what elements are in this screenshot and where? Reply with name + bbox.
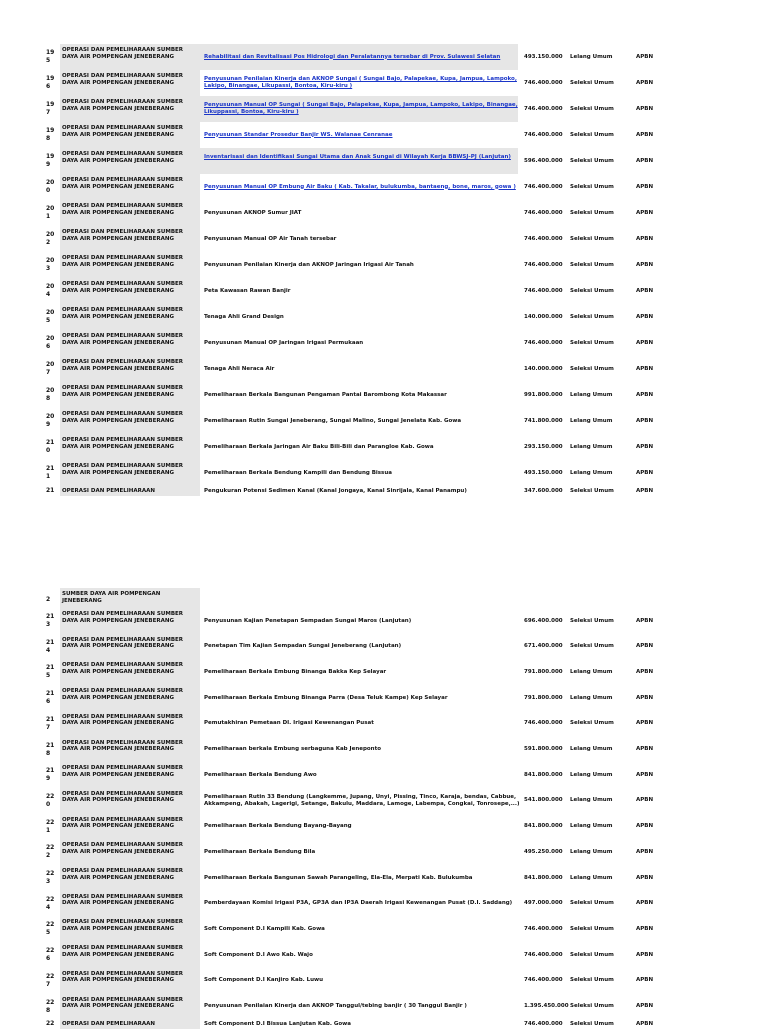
budget-value: 746.400.000 (524, 131, 563, 138)
table-row (0, 252, 768, 278)
budget-value: 591.800.000 (524, 746, 563, 752)
procurement-method: Lelang Umum (570, 391, 613, 398)
budget-value: 841.800.000 (524, 771, 563, 778)
funding-source: APBN (636, 617, 654, 624)
procurement-method: Lelang Umum (570, 694, 613, 701)
budget-value: 596.400.000 (524, 157, 563, 164)
row-number: 19 7 (46, 101, 55, 116)
job-name[interactable]: Rehabilitasi dan Revitalisasi Pos Hidrologi dan Peralatannya tersebar di Prov. Sulawesi Selatan (204, 53, 501, 60)
procurement-method: Seleksi Umum (570, 105, 614, 112)
work-unit: OPERASI DAN PEMELIHARAAN SUMBER DAYA AIR POMPENGAN JENEBERANG (62, 662, 183, 675)
procurement-method: Seleksi Umum (570, 951, 614, 958)
procurement-method: Seleksi Umum (570, 925, 614, 932)
work-unit: OPERASI DAN PEMELIHARAAN SUMBER DAYA AIR POMPENGAN JENEBERANG (62, 307, 183, 320)
table-row (0, 634, 768, 660)
row-number: 21 4 (46, 638, 55, 654)
work-unit: OPERASI DAN PEMELIHARAAN SUMBER DAYA AIR POMPENGAN JENEBERANG (62, 765, 183, 778)
funding-source: APBN (636, 488, 654, 494)
procurement-method: Lelang Umum (570, 668, 613, 675)
job-name: Pemeliharaan Berkala Bangunan Pengaman Pantai Barombong Kota Makassar (204, 391, 447, 398)
job-name: Pemeliharaan Berkala Bendung Bila (204, 848, 316, 855)
procurement-method: Seleksi Umum (570, 617, 614, 624)
funding-source: APBN (636, 643, 654, 650)
work-unit: OPERASI DAN PEMELIHARAAN SUMBER DAYA AIR POMPENGAN JENEBERANG (62, 359, 183, 372)
job-name: Pemeliharaan Berkala Bendung Bayang-Bayang (204, 823, 352, 830)
funding-source: APBN (636, 443, 654, 450)
table-row (0, 96, 768, 122)
funding-source: APBN (636, 951, 654, 958)
work-unit: OPERASI DAN PEMELIHARAAN SUMBER DAYA AIR POMPENGAN JENEBERANG (62, 333, 183, 346)
row-number: 21 0 (46, 439, 55, 454)
work-unit: OPERASI DAN PEMELIHARAAN SUMBER DAYA AIR POMPENGAN JENEBERANG (62, 47, 183, 60)
budget-value: 696.400.000 (524, 617, 563, 624)
row-number: 20 1 (46, 205, 55, 220)
work-unit: OPERASI DAN PEMELIHARAAN SUMBER DAYA AIR POMPENGAN JENEBERANG (62, 281, 183, 294)
work-unit: OPERASI DAN PEMELIHARAAN SUMBER DAYA AIR POMPENGAN JENEBERANG (62, 611, 183, 624)
table-row (0, 814, 768, 840)
work-unit: OPERASI DAN PEMELIHARAAN SUMBER DAYA AIR POMPENGAN JENEBERANG (62, 713, 183, 727)
procurement-method: Lelang Umum (570, 823, 613, 830)
budget-value: 541.800.000 (524, 797, 563, 804)
funding-source: APBN (636, 746, 654, 752)
work-unit: OPERASI DAN PEMELIHARAAN SUMBER DAYA AIR POMPENGAN JENEBERANG (62, 229, 183, 242)
row-number: 20 4 (46, 283, 55, 298)
work-unit: OPERASI DAN PEMELIHARAAN SUMBER DAYA AIR POMPENGAN JENEBERANG (62, 385, 183, 398)
budget-value: 746.400.000 (524, 287, 563, 294)
procurement-method: Seleksi Umum (570, 977, 614, 984)
funding-source: APBN (636, 1003, 654, 1009)
row-number: 22 2 (46, 844, 55, 860)
funding-source: APBN (636, 771, 654, 778)
funding-source: APBN (636, 313, 654, 320)
funding-source: APBN (636, 694, 654, 701)
table-row (0, 304, 768, 330)
table-row (0, 588, 768, 606)
procurement-method: Seleksi Umum (570, 157, 614, 164)
job-name: Pemeliharaan berkala Embung serbaguna Kab Jeneponto (204, 746, 381, 752)
work-unit: OPERASI DAN PEMELIHARAAN SUMBER DAYA AIR POMPENGAN JENEBERANG (62, 790, 183, 804)
work-unit: OPERASI DAN PEMELIHARAAN SUMBER DAYA AIR POMPENGAN JENEBERANG (62, 842, 183, 855)
work-unit: OPERASI DAN PEMELIHARAAN SUMBER DAYA AIR POMPENGAN JENEBERANG (62, 816, 183, 830)
funding-source: APBN (636, 874, 654, 881)
job-name: Pemeliharaan Berkala Embung Binanga Bakka Kep Selayar (204, 668, 387, 675)
procurement-method: Seleksi Umum (570, 79, 614, 86)
job-name: Penyusunan Manual OP Jaringan Irigasi Permukaan (204, 339, 364, 346)
job-name: Penyusunan AKNOP Sumur JIAT (204, 209, 302, 216)
table-row (0, 711, 768, 737)
row-number: 20 0 (46, 179, 55, 194)
table-row (0, 788, 768, 814)
row-number: 22 7 (46, 972, 55, 988)
job-name: Pemeliharaan Berkala Bangunan Sawah Parangeling, Ela-Ela, Merpati Kab. Bulukumba (204, 874, 473, 881)
funding-source: APBN (636, 53, 654, 60)
table-row (0, 916, 768, 942)
job-name[interactable]: Penyusunan Manual OP Embung Air Baku ( Kab. Takalar, bulukumba, bantaeng, bone, maros, gowa ) (204, 183, 516, 190)
budget-value: 746.400.000 (524, 339, 563, 346)
table-row (0, 70, 768, 96)
budget-value: 791.800.000 (524, 694, 563, 701)
funding-source: APBN (636, 339, 654, 346)
work-unit: OPERASI DAN PEMELIHARAAN SUMBER DAYA AIR POMPENGAN JENEBERANG (62, 125, 183, 138)
job-name: Tenaga Ahli Grand Design (204, 313, 284, 320)
funding-source: APBN (636, 365, 654, 372)
table-row (0, 278, 768, 304)
table-row (0, 891, 768, 917)
job-name: Pemeliharaan Berkala Bendung Awo (204, 771, 317, 778)
budget-value: 841.800.000 (524, 874, 563, 881)
table-row (0, 356, 768, 382)
procurement-method: Lelang Umum (570, 417, 613, 424)
table-row (0, 839, 768, 865)
table-row (0, 685, 768, 711)
row-number: 19 5 (46, 49, 55, 64)
table-row (0, 174, 768, 200)
row-number: 22 4 (46, 895, 55, 911)
funding-source: APBN (636, 235, 654, 242)
procurement-method: Seleksi Umum (570, 1003, 614, 1009)
funding-source: APBN (636, 1021, 654, 1028)
budget-value: 495.250.000 (524, 848, 563, 855)
row-number: 20 8 (46, 387, 55, 402)
table-row (0, 1019, 768, 1031)
funding-source: APBN (636, 287, 654, 294)
row-number: 2 (46, 596, 51, 603)
row-number: 20 3 (46, 257, 55, 272)
procurement-method: Seleksi Umum (570, 209, 614, 216)
work-unit: OPERASI DAN PEMELIHARAAN SUMBER DAYA AIR POMPENGAN JENEBERANG (62, 203, 183, 216)
work-unit: OPERASI DAN PEMELIHARAAN SUMBER DAYA AIR POMPENGAN JENEBERANG (62, 919, 183, 932)
funding-source: APBN (636, 977, 654, 984)
table-row (0, 659, 768, 685)
job-name[interactable]: Inventarisasi dan Identifikasi Sungai Utama dan Anak Sungai di Wilayah Kerja BBWSJ-PJ (Lanjutan) (204, 154, 511, 160)
funding-source: APBN (636, 823, 654, 830)
budget-value: 746.400.000 (524, 79, 563, 86)
budget-value: 746.400.000 (524, 105, 563, 112)
job-name: Pemeliharaan Rutin 33 Bendung (Langkemme, Jupang, Unyi, Pissing, Tinco, Karaja, bendas, Cabbue, Akkampeng, Abakah, Lagerigi, Setange, Bakulu, Maddara, Lamoge, Labempa, Congkai, Tonrosepe,...) (204, 793, 520, 807)
table-row (0, 408, 768, 434)
funding-source: APBN (636, 925, 654, 932)
budget-value: 671.400.000 (524, 643, 563, 650)
row-number: 21 5 (46, 664, 55, 680)
work-unit: OPERASI DAN PEMELIHARAAN SUMBER DAYA AIR POMPENGAN JENEBERANG (62, 437, 183, 450)
row-number: 21 3 (46, 613, 55, 628)
budget-value: 493.150.000 (524, 53, 563, 60)
procurement-method: Lelang Umum (570, 53, 613, 60)
budget-value: 741.800.000 (524, 417, 563, 424)
job-name[interactable]: Penyusunan Manual OP Sungai ( Sungai Bajo, Palapekae, Kupa, Jampua, Lampoko, Lakipo, Binangae, Likuppassi, Bontoa, Kiru-kiru ) (204, 102, 518, 115)
work-unit: OPERASI DAN PEMELIHARAAN SUMBER DAYA AIR POMPENGAN JENEBERANG (62, 463, 183, 476)
row-number: 22 (46, 1020, 55, 1028)
funding-source: APBN (636, 105, 654, 112)
work-unit: OPERASI DAN PEMELIHARAAN SUMBER DAYA AIR POMPENGAN JENEBERANG (62, 151, 183, 164)
table-row (0, 737, 768, 763)
row-number: 21 (46, 487, 55, 494)
procurement-method: Lelang Umum (570, 746, 613, 752)
budget-value: 140.000.000 (524, 313, 563, 320)
budget-value: 746.400.000 (524, 235, 563, 242)
job-name: Pemeliharaan Rutin Sungai Jeneberang, Sungai Malino, Sungai Jenelata Kab. Gowa (204, 417, 462, 424)
table-row (0, 200, 768, 226)
row-number: 20 2 (46, 231, 55, 246)
budget-value: 991.800.000 (524, 391, 563, 398)
funding-source: APBN (636, 209, 654, 216)
job-name: Pemeliharaan Berkala Jaringan Air Baku Bili-Bili dan Parangloe Kab. Gowa (204, 443, 434, 450)
work-unit: SUMBER DAYA AIR POMPENGAN JENEBERANG (62, 591, 161, 604)
procurement-method: Lelang Umum (570, 874, 613, 881)
table-row (0, 382, 768, 408)
table-row (0, 460, 768, 486)
procurement-method: Seleksi Umum (570, 900, 614, 907)
row-number: 22 5 (46, 921, 55, 937)
funding-source: APBN (636, 469, 654, 476)
job-name: Penyusunan Kajian Penetapan Sempadan Sungai Maros (Lanjutan) (204, 617, 412, 624)
job-name: Soft Component D.I Kampili Kab. Gowa (204, 925, 325, 932)
row-number: 21 9 (46, 767, 55, 783)
row-number: 19 6 (46, 75, 55, 90)
funding-source: APBN (636, 183, 654, 190)
budget-value: 746.400.000 (524, 183, 563, 190)
budget-value: 746.400.000 (524, 977, 563, 984)
procurement-method: Seleksi Umum (570, 365, 614, 372)
work-unit: OPERASI DAN PEMELIHARAAN SUMBER DAYA AIR POMPENGAN JENEBERANG (62, 411, 183, 424)
table-row (0, 434, 768, 460)
row-number: 20 9 (46, 413, 55, 428)
procurement-method: Seleksi Umum (570, 488, 614, 494)
row-number: 22 8 (46, 998, 55, 1014)
procurement-method: Seleksi Umum (570, 235, 614, 242)
table-row (0, 148, 768, 174)
funding-source: APBN (636, 848, 654, 855)
row-number: 20 5 (46, 309, 55, 324)
procurement-method: Seleksi Umum (570, 720, 614, 727)
work-unit: OPERASI DAN PEMELIHARAAN SUMBER DAYA AIR POMPENGAN JENEBERANG (62, 996, 183, 1009)
budget-value: 746.400.000 (524, 720, 563, 727)
table-row (0, 226, 768, 252)
budget-value: 791.800.000 (524, 668, 563, 675)
row-number: 21 6 (46, 690, 55, 706)
procurement-method: Seleksi Umum (570, 1021, 614, 1028)
funding-source: APBN (636, 668, 654, 675)
work-unit: OPERASI DAN PEMELIHARAAN (62, 488, 155, 494)
table-row (0, 122, 768, 148)
work-unit: OPERASI DAN PEMELIHARAAN SUMBER DAYA AIR POMPENGAN JENEBERANG (62, 688, 183, 701)
row-number: 22 3 (46, 870, 55, 885)
row-number: 20 7 (46, 361, 55, 376)
job-name: Penyusunan Manual OP Air Tanah tersebar (204, 235, 337, 242)
funding-source: APBN (636, 720, 654, 727)
row-number: 22 1 (46, 818, 55, 834)
procurement-method: Seleksi Umum (570, 287, 614, 294)
work-unit: OPERASI DAN PEMELIHARAAN SUMBER DAYA AIR POMPENGAN JENEBERANG (62, 868, 183, 881)
work-unit: OPERASI DAN PEMELIHARAAN SUMBER DAYA AIR POMPENGAN JENEBERANG (62, 739, 183, 752)
row-number: 20 6 (46, 335, 55, 350)
work-unit: OPERASI DAN PEMELIHARAAN SUMBER DAYA AIR POMPENGAN JENEBERANG (62, 945, 183, 958)
table-row (0, 994, 768, 1020)
funding-source: APBN (636, 900, 654, 907)
budget-value: 746.400.000 (524, 209, 563, 216)
row-number: 22 0 (46, 792, 55, 808)
budget-value: 293.150.000 (524, 443, 563, 450)
procurement-method: Seleksi Umum (570, 131, 614, 138)
budget-value: 497.000.000 (524, 900, 563, 907)
job-name: Pemutakhiran Pemetaan DI. Irigasi Kewenangan Pusat (204, 720, 374, 727)
procurement-method: Lelang Umum (570, 443, 613, 450)
job-name: Pemeliharaan Berkala Bendung Kampili dan Bendung Bissua (204, 469, 392, 476)
work-unit: OPERASI DAN PEMELIHARAAN SUMBER DAYA AIR POMPENGAN JENEBERANG (62, 255, 183, 268)
table-row (0, 608, 768, 634)
row-number: 21 1 (46, 465, 55, 480)
procurement-method: Lelang Umum (570, 797, 613, 804)
funding-source: APBN (636, 391, 654, 398)
funding-source: APBN (636, 131, 654, 138)
work-unit: OPERASI DAN PEMELIHARAAN SUMBER DAYA AIR POMPENGAN JENEBERANG (62, 73, 183, 86)
table-row (0, 968, 768, 994)
budget-value: 841.800.000 (524, 823, 563, 830)
funding-source: APBN (636, 417, 654, 424)
procurement-method: Seleksi Umum (570, 643, 614, 650)
work-unit: OPERASI DAN PEMELIHARAAN SUMBER DAYA AIR POMPENGAN JENEBERANG (62, 970, 183, 984)
procurement-method: Seleksi Umum (570, 261, 614, 268)
job-name[interactable]: Penyusunan Penilaian Kinerja dan AKNOP Sungai ( Sungai Bajo, Palapekae, Kupa, Jampua, Lampoko, Lakipo, Binangae, Likupassi, Bontoa, Kiru-kiru ) (204, 76, 517, 89)
job-name: Penyusunan Penilaian Kinerja dan AKNOP Jaringan Irigasi Air Tanah (204, 261, 414, 268)
work-unit: OPERASI DAN PEMELIHARAAN SUMBER DAYA AIR POMPENGAN JENEBERANG (62, 636, 183, 650)
funding-source: APBN (636, 157, 654, 164)
job-name: Soft Component D.I Bissua Lanjutan Kab. Gowa (204, 1021, 351, 1028)
row-number: 19 9 (46, 153, 55, 168)
procurement-method: Lelang Umum (570, 771, 613, 778)
funding-source: APBN (636, 79, 654, 86)
table-row (0, 486, 768, 498)
job-name: Tenaga Ahli Neraca Air (204, 365, 275, 372)
job-name: Peta Kawasan Rawan Banjir (204, 287, 291, 294)
budget-value: 1.395.450.000 (524, 1003, 569, 1009)
work-unit: OPERASI DAN PEMELIHARAAN (62, 1021, 155, 1028)
table-row (0, 330, 768, 356)
procurement-method: Seleksi Umum (570, 183, 614, 190)
job-name: Soft Component D.I Kanjiro Kab. Luwu (204, 977, 324, 984)
table-row (0, 44, 768, 70)
job-name: Pemeliharaan Berkala Embung Binanga Parra (Desa Teluk Kampe) Kep Selayar (204, 694, 448, 701)
row-number: 21 7 (46, 715, 55, 731)
job-name: Pemberdayaan Komisi Irigasi P3A, GP3A dan IP3A Daerah Irigasi Kewenangan Pusat (D.I. Saddang) (204, 900, 513, 907)
budget-value: 140.000.000 (524, 365, 563, 372)
procurement-method: Lelang Umum (570, 848, 613, 855)
job-name: Penetapan Tim Kajian Sempadan Sungai Jeneberang (Lanjutan) (204, 643, 402, 650)
budget-value: 493.150.000 (524, 469, 563, 476)
work-unit: OPERASI DAN PEMELIHARAAN SUMBER DAYA AIR POMPENGAN JENEBERANG (62, 893, 183, 907)
job-name: Penyusunan Penilaian Kinerja dan AKNOP Tanggul/tebing banjir ( 30 Tanggul Banjir ) (204, 1003, 467, 1009)
procurement-method: Lelang Umum (570, 469, 613, 476)
work-unit: OPERASI DAN PEMELIHARAAN SUMBER DAYA AIR POMPENGAN JENEBERANG (62, 99, 183, 112)
budget-value: 746.400.000 (524, 925, 563, 932)
job-name: Soft Component D.I Awo Kab. Wajo (204, 951, 313, 958)
row-number: 19 8 (46, 127, 55, 142)
budget-value: 347.600.000 (524, 488, 563, 494)
funding-source: APBN (636, 261, 654, 268)
procurement-method: Seleksi Umum (570, 313, 614, 320)
table-row (0, 942, 768, 968)
procurement-method: Seleksi Umum (570, 339, 614, 346)
funding-source: APBN (636, 797, 654, 804)
budget-value: 746.400.000 (524, 1021, 563, 1028)
budget-value: 746.400.000 (524, 951, 563, 958)
row-number: 21 8 (46, 741, 55, 757)
table-row (0, 762, 768, 788)
row-number: 22 6 (46, 947, 55, 963)
budget-value: 746.400.000 (524, 261, 563, 268)
table-row (0, 865, 768, 891)
work-unit: OPERASI DAN PEMELIHARAAN SUMBER DAYA AIR POMPENGAN JENEBERANG (62, 177, 183, 190)
job-name[interactable]: Penyusunan Standar Prosedur Banjir WS. Walanae Cenranae (204, 131, 393, 138)
job-name: Pengukuran Potensi Sedimen Kanal (Kanal Jongaya, Kanal Sinrijala, Kanal Panampu) (204, 488, 467, 494)
